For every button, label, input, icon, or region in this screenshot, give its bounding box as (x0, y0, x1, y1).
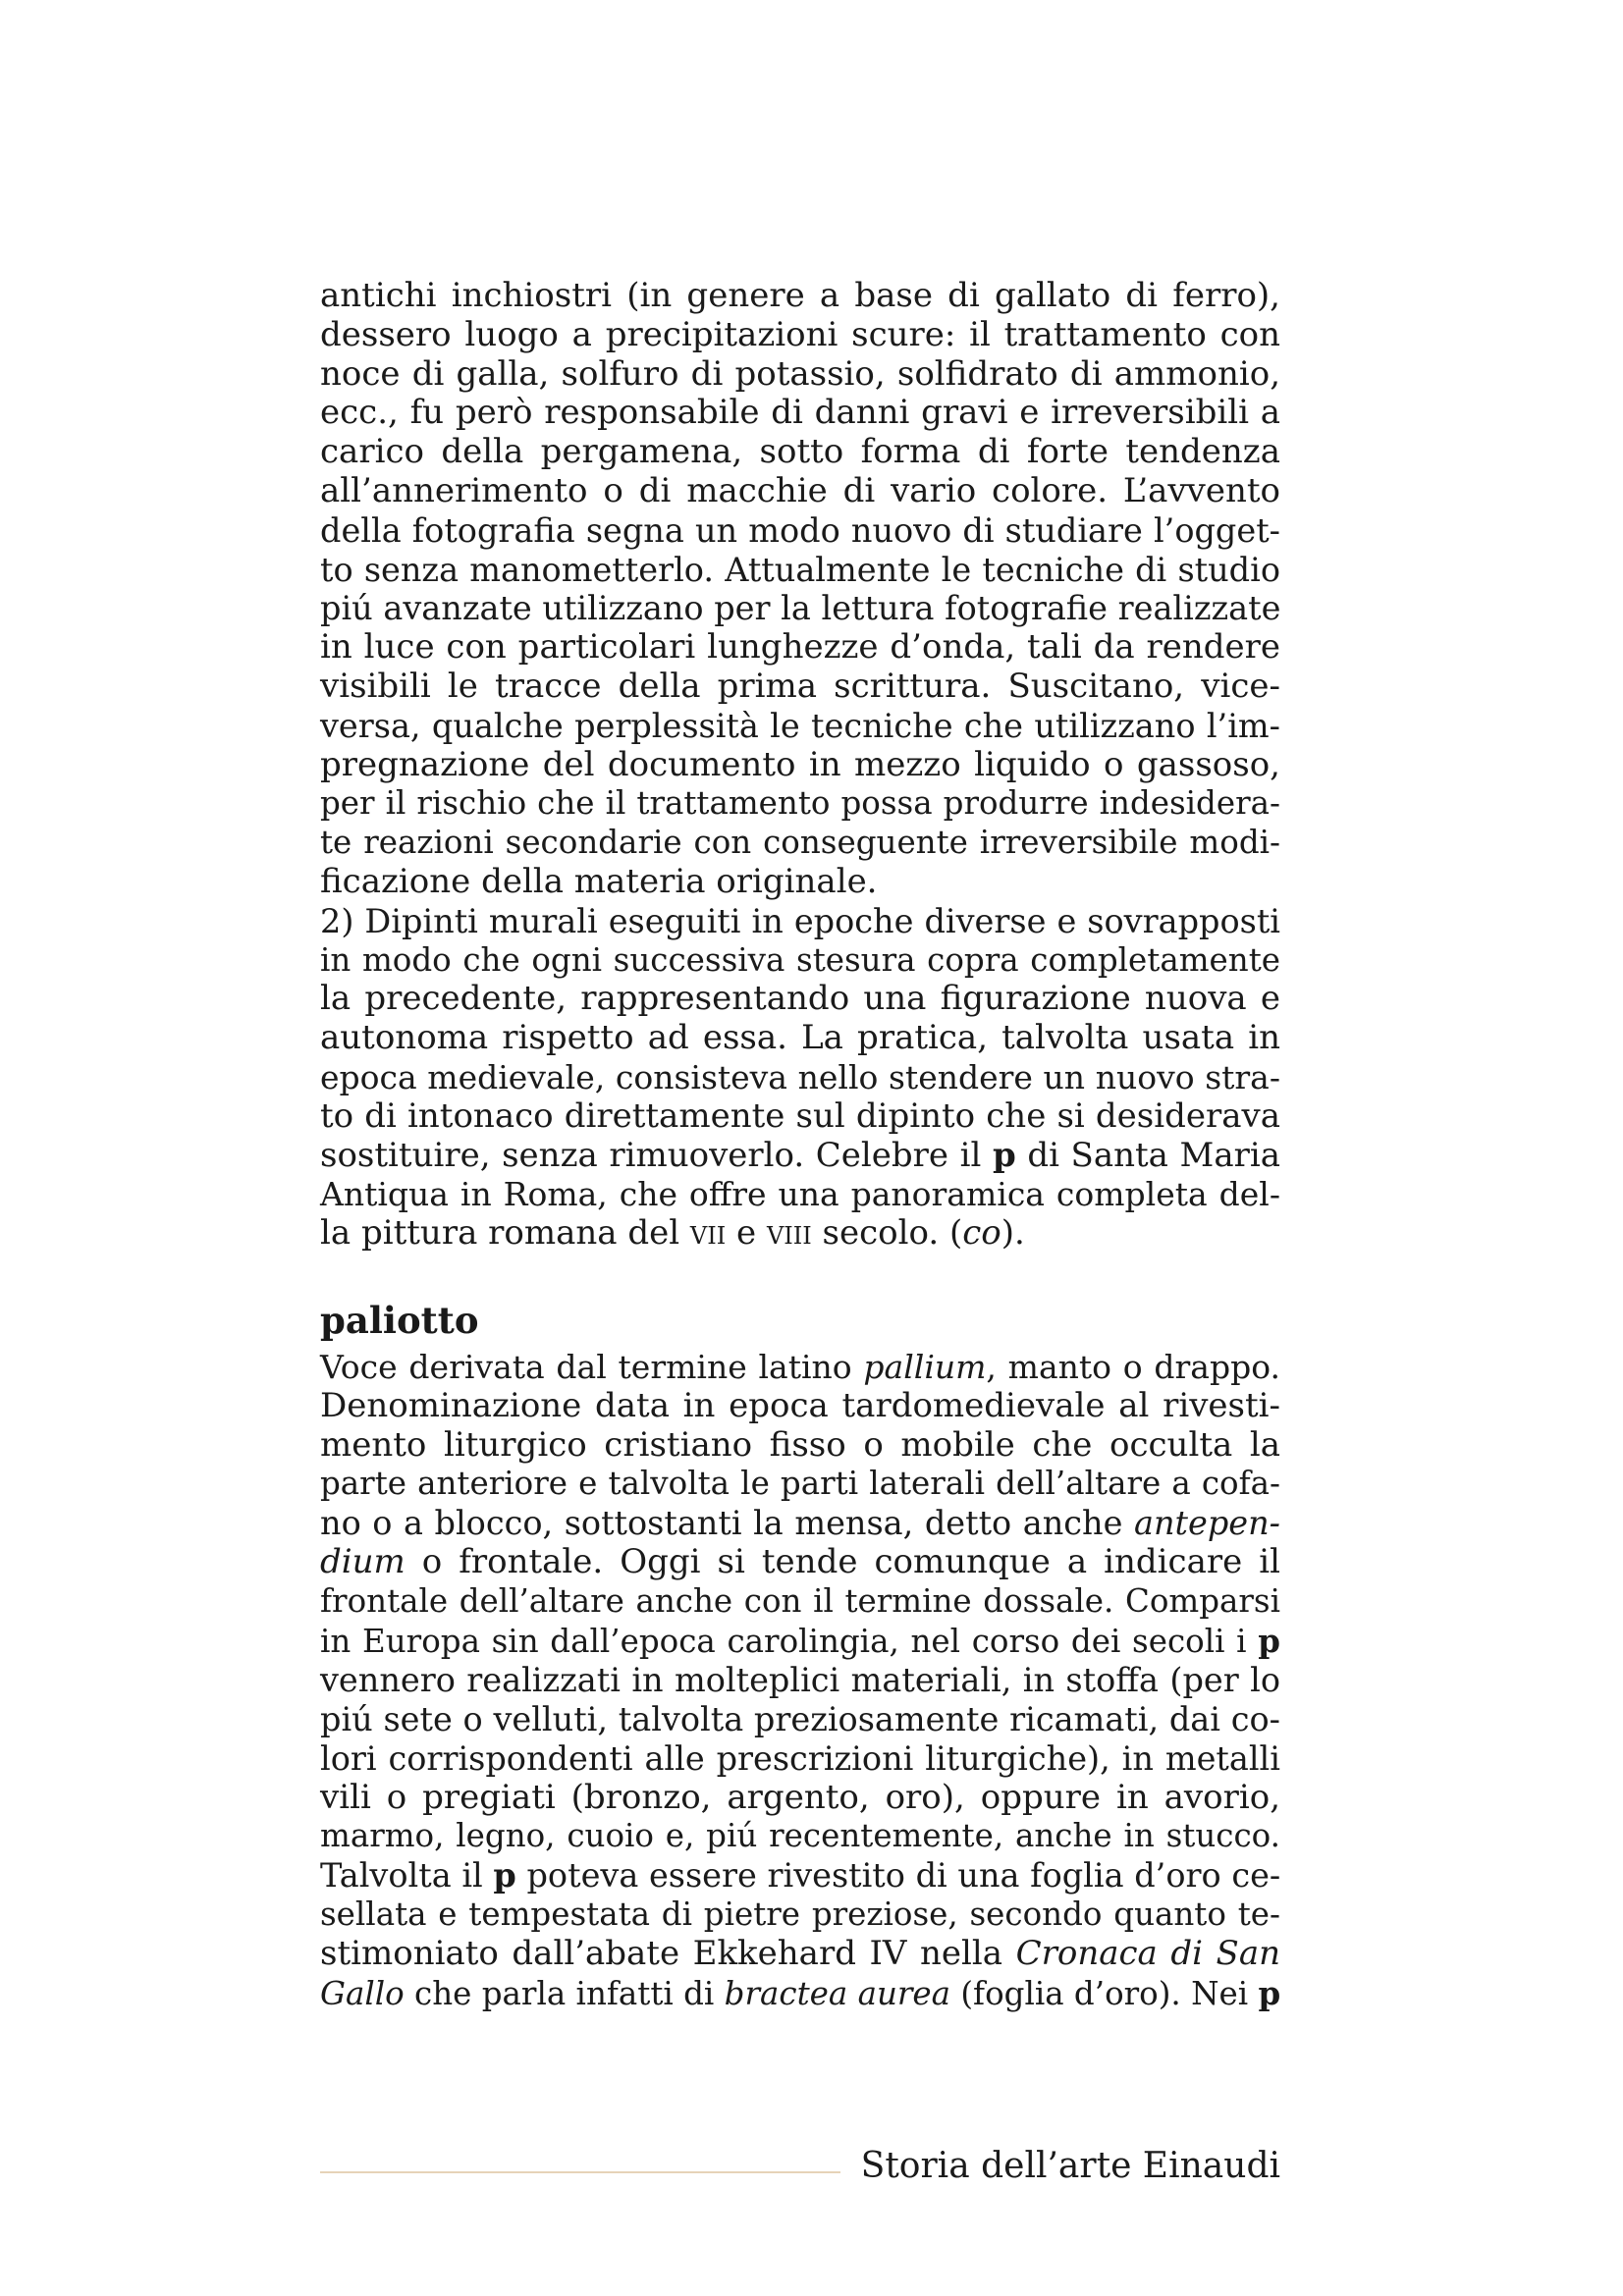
text-line: Gallo che parla infatti di bractea aurea (foglia d’oro). Nei p (320, 1973, 1281, 2012)
text-line: Denominazione data in epoca tardomedievale al rivesti- (320, 1385, 1280, 1425)
page-body (320, 277, 1280, 2013)
text-line: antichi inchiostri (in genere a base di gallato di ferro), (320, 276, 1280, 315)
entry-abbrev: p (493, 1856, 516, 1896)
text-line: frontale dell’altare anche con il termine dossale. Comparsi (320, 1581, 1280, 1620)
text-line: sellata e tempestata di pietre preziose, secondo quanto te- (320, 1896, 1280, 1934)
paragraph-definition-2 (320, 902, 1280, 1254)
text-line: Voce derivata dal termine latino pallium, manto o drappo. (320, 1347, 1280, 1386)
text-line: la pittura romana del vii e viii secolo. (co). (320, 1213, 1025, 1254)
text-line: stimoniato dall’abate Ekkehard IV nella Cronaca di San (320, 1933, 1280, 1973)
text-line: ficazione della materia originale. (320, 861, 878, 901)
text-line: to senza manometterlo. Attualmente le tecniche di studio (320, 550, 1280, 589)
text-line: vennero realizzati in molteplici materiali, in stoffa (per lo (320, 1661, 1280, 1700)
paragraph-continuation (320, 277, 1280, 902)
text-line: Talvolta il p poteva essere rivestito di una foglia d’oro ce- (320, 1856, 1281, 1896)
entry-heading: paliotto (320, 1298, 479, 1342)
entry-abbrev: p (1258, 1621, 1280, 1660)
text-line: versa, qualche perplessità le tecniche che utilizzano l’im- (320, 706, 1280, 745)
text-line: marmo, legno, cuoio e, piú recentemente, anche in stucco. (320, 1817, 1280, 1855)
text-line: sostituire, senza rimuoverlo. Celebre il p di Santa Maria (320, 1135, 1280, 1175)
text-line: in luce con particolari lunghezze d’onda, tali da rendere (320, 627, 1280, 667)
text-line: la precedente, rappresentando una figurazione nuova e (320, 979, 1280, 1019)
text-line: te reazioni secondarie con conseguente irreversibile modi- (320, 824, 1280, 862)
page-footer (320, 2142, 1280, 2191)
text-line: mento liturgico cristiano fisso o mobile che occulta la (320, 1424, 1280, 1465)
text-line: Antiqua in Roma, che offre una panoramica completa del- (320, 1175, 1280, 1214)
text-line: parte anteriore e talvolta le parti laterali dell’altare a cofa- (320, 1465, 1280, 1503)
roman-numeral: viii (766, 1213, 812, 1254)
entry-abbrev: p (1258, 1973, 1281, 2012)
text-line: della fotografia segna un modo nuovo di studiare l’ogget- (320, 510, 1280, 550)
roman-numeral: vii (689, 1213, 727, 1254)
text-line: in modo che ogni successiva stesura copra completamente (320, 940, 1280, 979)
text-line: pregnazione del documento in mezzo liquido o gassoso, (320, 744, 1280, 784)
author-initials: co (962, 1213, 1001, 1254)
footer-rule (320, 2171, 840, 2173)
text-line: carico della pergamena, sotto forma di forte tendenza (320, 432, 1280, 472)
entry-body (320, 1348, 1280, 2014)
text-line: ecc., fu però responsabile di danni gravi e irreversibili a (320, 393, 1280, 433)
text-line: visibili le tracce della prima scrittura. Suscitano, vice- (320, 666, 1280, 706)
text-line: piú avanzate utilizzano per la lettura fotografie realizzate (320, 589, 1281, 628)
text-line: autonoma rispetto ad essa. La pratica, talvolta usata in (320, 1018, 1280, 1058)
text-line: lori corrispondenti alle prescrizioni liturgiche), in metalli (320, 1738, 1280, 1778)
text-line: dium o frontale. Oggi si tende comunque a indicare il (320, 1541, 1280, 1581)
text-line: vili o pregiati (bronzo, argento, oro), oppure in avorio, (320, 1777, 1280, 1817)
text-line: in Europa sin dall’epoca carolingia, nel corso dei secoli i p (320, 1621, 1280, 1660)
text-line: to di intonaco direttamente sul dipinto che si desiderava (320, 1095, 1280, 1136)
text-line: piú sete o velluti, talvolta preziosamente ricamati, dai co- (320, 1700, 1280, 1739)
footer-publication-title: Storia dell’arte Einaudi (860, 2146, 1280, 2186)
text-line: epoca medievale, consisteva nello stendere un nuovo stra- (320, 1057, 1280, 1096)
text-line: all’annerimento o di macchie di vario colore. L’avvento (320, 470, 1280, 510)
text-line: noce di galla, solfuro di potassio, solfidrato di ammonio, (320, 353, 1280, 394)
entry-abbrev: p (992, 1135, 1016, 1175)
text-line: per il rischio che il trattamento possa produrre indesidera- (320, 784, 1280, 823)
text-line: no o a blocco, sottostanti la mensa, detto anche antepen- (320, 1504, 1280, 1543)
text-line: dessero luogo a precipitazioni scure: il trattamento con (320, 314, 1280, 354)
text-line: 2) Dipinti murali eseguiti in epoche diverse e sovrapposti (320, 901, 1280, 940)
